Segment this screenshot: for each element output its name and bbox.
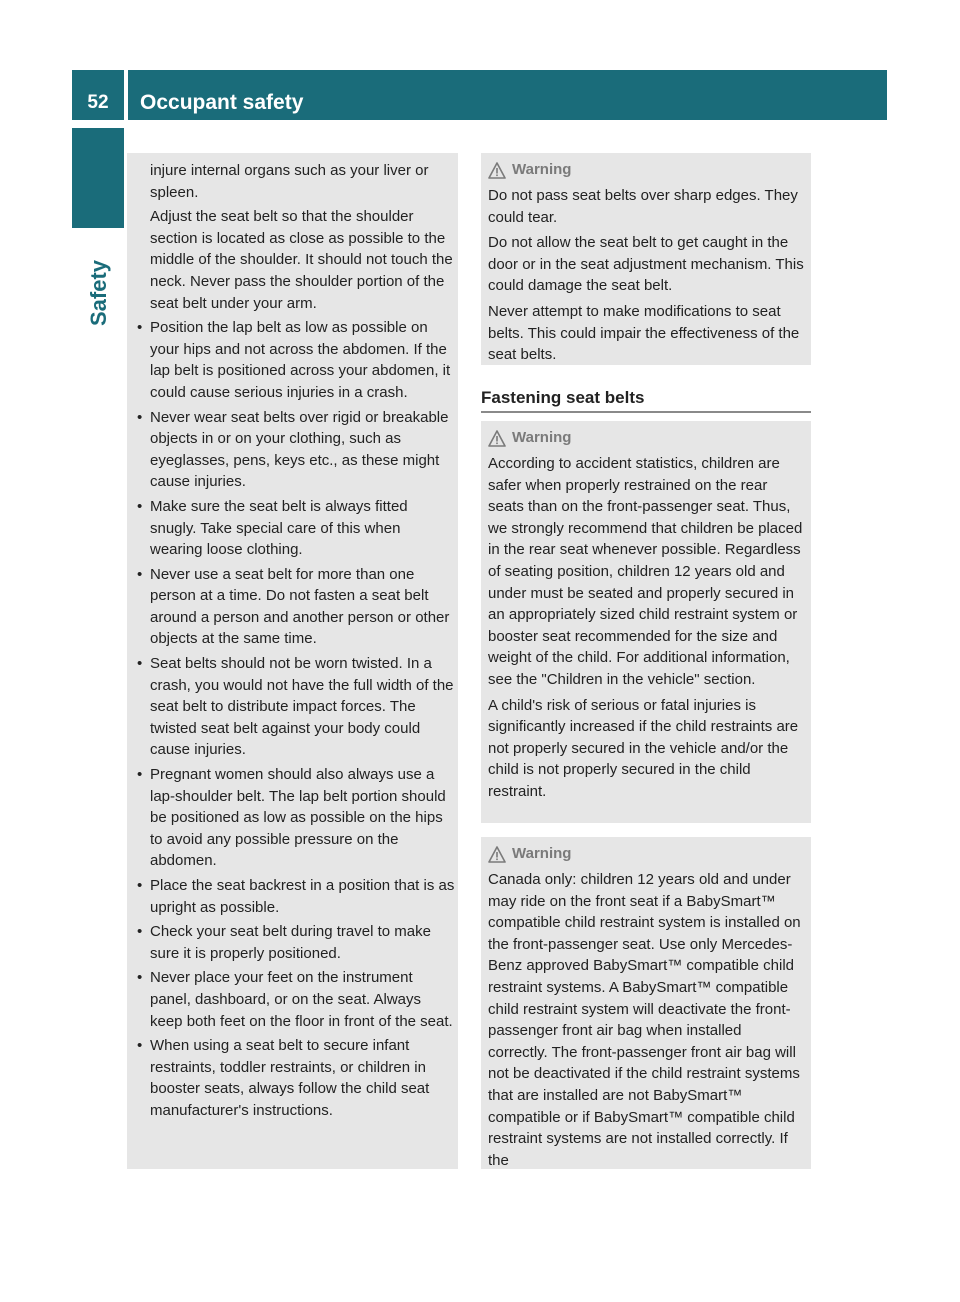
bullet-marker: • [137, 1037, 143, 1055]
bullet-text: Never wear seat belts over rigid or breakable objects in or on your clothing, such as eyeglasses, pens, keys etc., as these might cause injuries. [150, 408, 449, 491]
bullet-marker: • [137, 408, 143, 426]
bullet-text: Check your seat belt during travel to make sure it is properly positioned. [150, 923, 431, 962]
bullet-marker: • [137, 565, 143, 583]
bullet-item [137, 496, 455, 561]
bullet-item [137, 764, 455, 872]
chapter-title: Occupant safety [140, 91, 304, 114]
bullet-marker: • [137, 766, 143, 784]
bullet-marker: • [137, 969, 143, 987]
warning-triangle-icon [488, 430, 506, 447]
warning-paragraph: A child's risk of serious or fatal injuries is significantly increased if the child restraints are not properly secured in the vehicle and/or the child is not properly secured in the child restraint. [488, 696, 799, 800]
bullet-marker: • [137, 877, 143, 894]
intro-paragraph: Adjust the seat belt so that the shoulder section is located as close as possible to the middle of the shoulder. It should not touch the neck. Never pass the shoulder portion of the seat belt under your arm. [150, 208, 453, 312]
bullet-text: When using a seat belt to secure infant restraints, toddler restraints, or children in booster seats, always follow the child seat manufacturer's instructions. [150, 1037, 430, 1119]
bullet-text: Pregnant women should also always use a lap-shoulder belt. The lap belt portion should be positioned as low as possible on the hips to avoid any possible pressure on the abdomen. [150, 766, 446, 870]
warning-box-1 [481, 153, 811, 365]
bullet-item [137, 967, 455, 1032]
bullet-item [137, 317, 455, 403]
warning-paragraph: According to accident statistics, children are safer when properly restrained on the rear seats than on the front-passenger seat. Thus, we strongly recommend that children be placed in the rear seat whenever possible. Regardless of seating position, children 12 years old and under must be seated and properly secured in an appropriately sized child restraint system or booster seat recommended for the size and weight of the child. For additional information, see the "Children in the vehicle" section. [488, 455, 803, 688]
header-divider [124, 70, 128, 120]
bullet-marker: • [137, 655, 143, 673]
bullet-marker: • [137, 319, 143, 337]
warning-header [488, 159, 805, 181]
warning-paragraph: Canada only: children 12 years old and under may ride on the front seat if a BabySmart™ compatible child restraint system is installed on the front-passenger seat. Use only Mercedes-Benz approved BabySmart™ compatible child restraint systems. A BabySmart™ compatible child restraint system will deactivate the front-passenger front air bag when installed correctly. The front-passenger front air bag will not be deactivated if the child restraint systems that are installed are not BabySmart™ compatible or if BabySmart™ compatible child restraint systems are not installed correctly. If the [488, 871, 801, 1169]
side-label-text: Safety [86, 259, 111, 327]
bullet-item [137, 1035, 455, 1121]
bullet-text: Place the seat backrest in a position that is as upright as possible. [150, 877, 455, 916]
warning-title: Warning [512, 429, 572, 447]
warning-box-2 [481, 421, 811, 823]
bullet-item [137, 875, 455, 918]
bullet-marker: • [137, 497, 143, 515]
warning-header [488, 427, 805, 449]
warning-triangle-icon [488, 162, 506, 179]
page-number: 52 [87, 92, 109, 113]
bullet-marker: • [137, 923, 143, 941]
warning-header [488, 843, 805, 865]
warning-paragraph: Do not allow the seat belt to get caught in the door or in the seat adjustment mechanism. This could damage the seat belt. [488, 234, 804, 295]
bullet-item [137, 921, 455, 964]
bullet-item [137, 407, 455, 493]
warning-paragraph: Never attempt to make modifications to seat belts. This could impair the effectiveness of the seat belts. [488, 302, 800, 364]
warning-title: Warning [512, 161, 572, 179]
warning-box-3 [481, 837, 811, 1169]
intro-paragraph: injure internal organs such as your liver or spleen. [150, 162, 429, 201]
bullet-list [137, 317, 455, 1121]
bullet-text: Never place your feet on the instrument panel, dashboard, or on the seat. Always keep both feet on the floor in front of the seat. [150, 969, 453, 1030]
side-label [84, 238, 114, 348]
section-heading: Fastening seat belts [481, 388, 811, 413]
bullet-text: Position the lap belt as low as possible on your hips and not across the abdomen. If the lap belt is positioned across your abdomen, it could cause serious injuries in a crash. [150, 319, 451, 401]
side-tab-marker [72, 128, 124, 228]
warning-paragraph: Do not pass seat belts over sharp edges. They could tear. [488, 187, 798, 226]
bullet-text: Make sure the seat belt is always fitted snugly. Take special care of this when wearing loose clothing. [150, 497, 408, 559]
bullet-item [137, 564, 455, 650]
bullet-text: Never use a seat belt for more than one person at a time. Do not fasten a seat belt around a person and another person or other objects at the same time. [150, 565, 450, 648]
bullet-item [137, 653, 455, 761]
bullet-text: Seat belts should not be worn twisted. In a crash, you would not have the full width of the seat belt to distribute impact forces. The twisted seat belt against your body could cause injuries. [150, 655, 454, 759]
left-column [137, 160, 455, 1125]
warning-title: Warning [512, 845, 572, 863]
warning-triangle-icon [488, 846, 506, 863]
